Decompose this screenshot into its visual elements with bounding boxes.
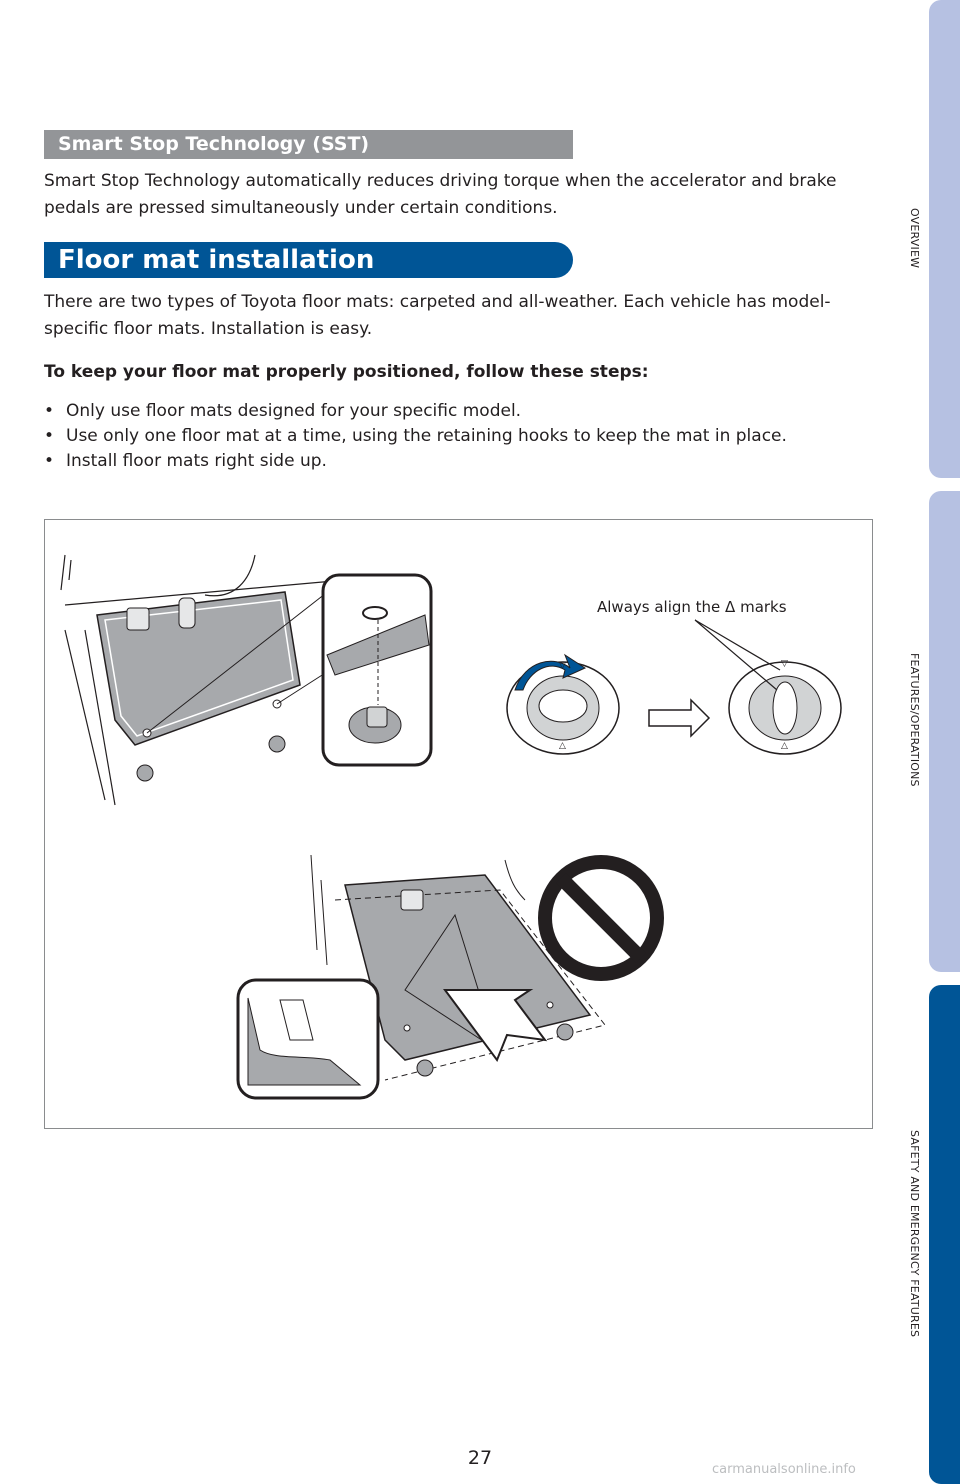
sst-heading: Smart Stop Technology (SST)	[44, 130, 573, 159]
svg-text:▽: ▽	[781, 659, 788, 669]
page-number: 27	[467, 1447, 493, 1469]
svg-text:△: △	[781, 741, 788, 751]
tab-overview-label: OVERVIEW	[908, 208, 921, 269]
list-item: • Use only one floor mat at a time, using the retaining hooks to keep the mat in place.	[44, 424, 874, 449]
floor-mat-steps-heading: To keep your floor mat properly positioned, follow these steps:	[44, 362, 649, 382]
tab-safety-emergency[interactable]	[929, 985, 960, 1484]
watermark-text: carmanualsonline.info	[712, 1462, 856, 1477]
svg-text:▽: ▽	[559, 661, 566, 671]
list-item: • Install floor mats right side up.	[44, 449, 874, 474]
floor-mat-heading: Floor mat installation	[44, 242, 573, 278]
tab-features-label: FEATURES/OPERATIONS	[908, 653, 921, 787]
floor-mat-illustration	[44, 519, 873, 1129]
list-item: • Only use floor mats designed for your specific model.	[44, 399, 874, 424]
tab-safety-label: SAFETY AND EMERGENCY FEATURES	[908, 1130, 921, 1338]
sst-body-text: Smart Stop Technology automatically reduces driving torque when the accelerator and brake pedals are pressed simultaneously under certain conditions.	[44, 171, 837, 218]
tab-overview[interactable]	[929, 0, 960, 478]
tab-features-operations[interactable]	[929, 491, 960, 972]
floor-mat-steps-list	[44, 399, 874, 474]
svg-text:△: △	[559, 741, 566, 751]
align-marks-callout: Always align the Δ marks	[597, 598, 787, 616]
floor-mat-intro: There are two types of Toyota floor mats: carpeted and all-weather. Each vehicle has model-specific floor mats. Installation is easy.	[44, 292, 831, 339]
